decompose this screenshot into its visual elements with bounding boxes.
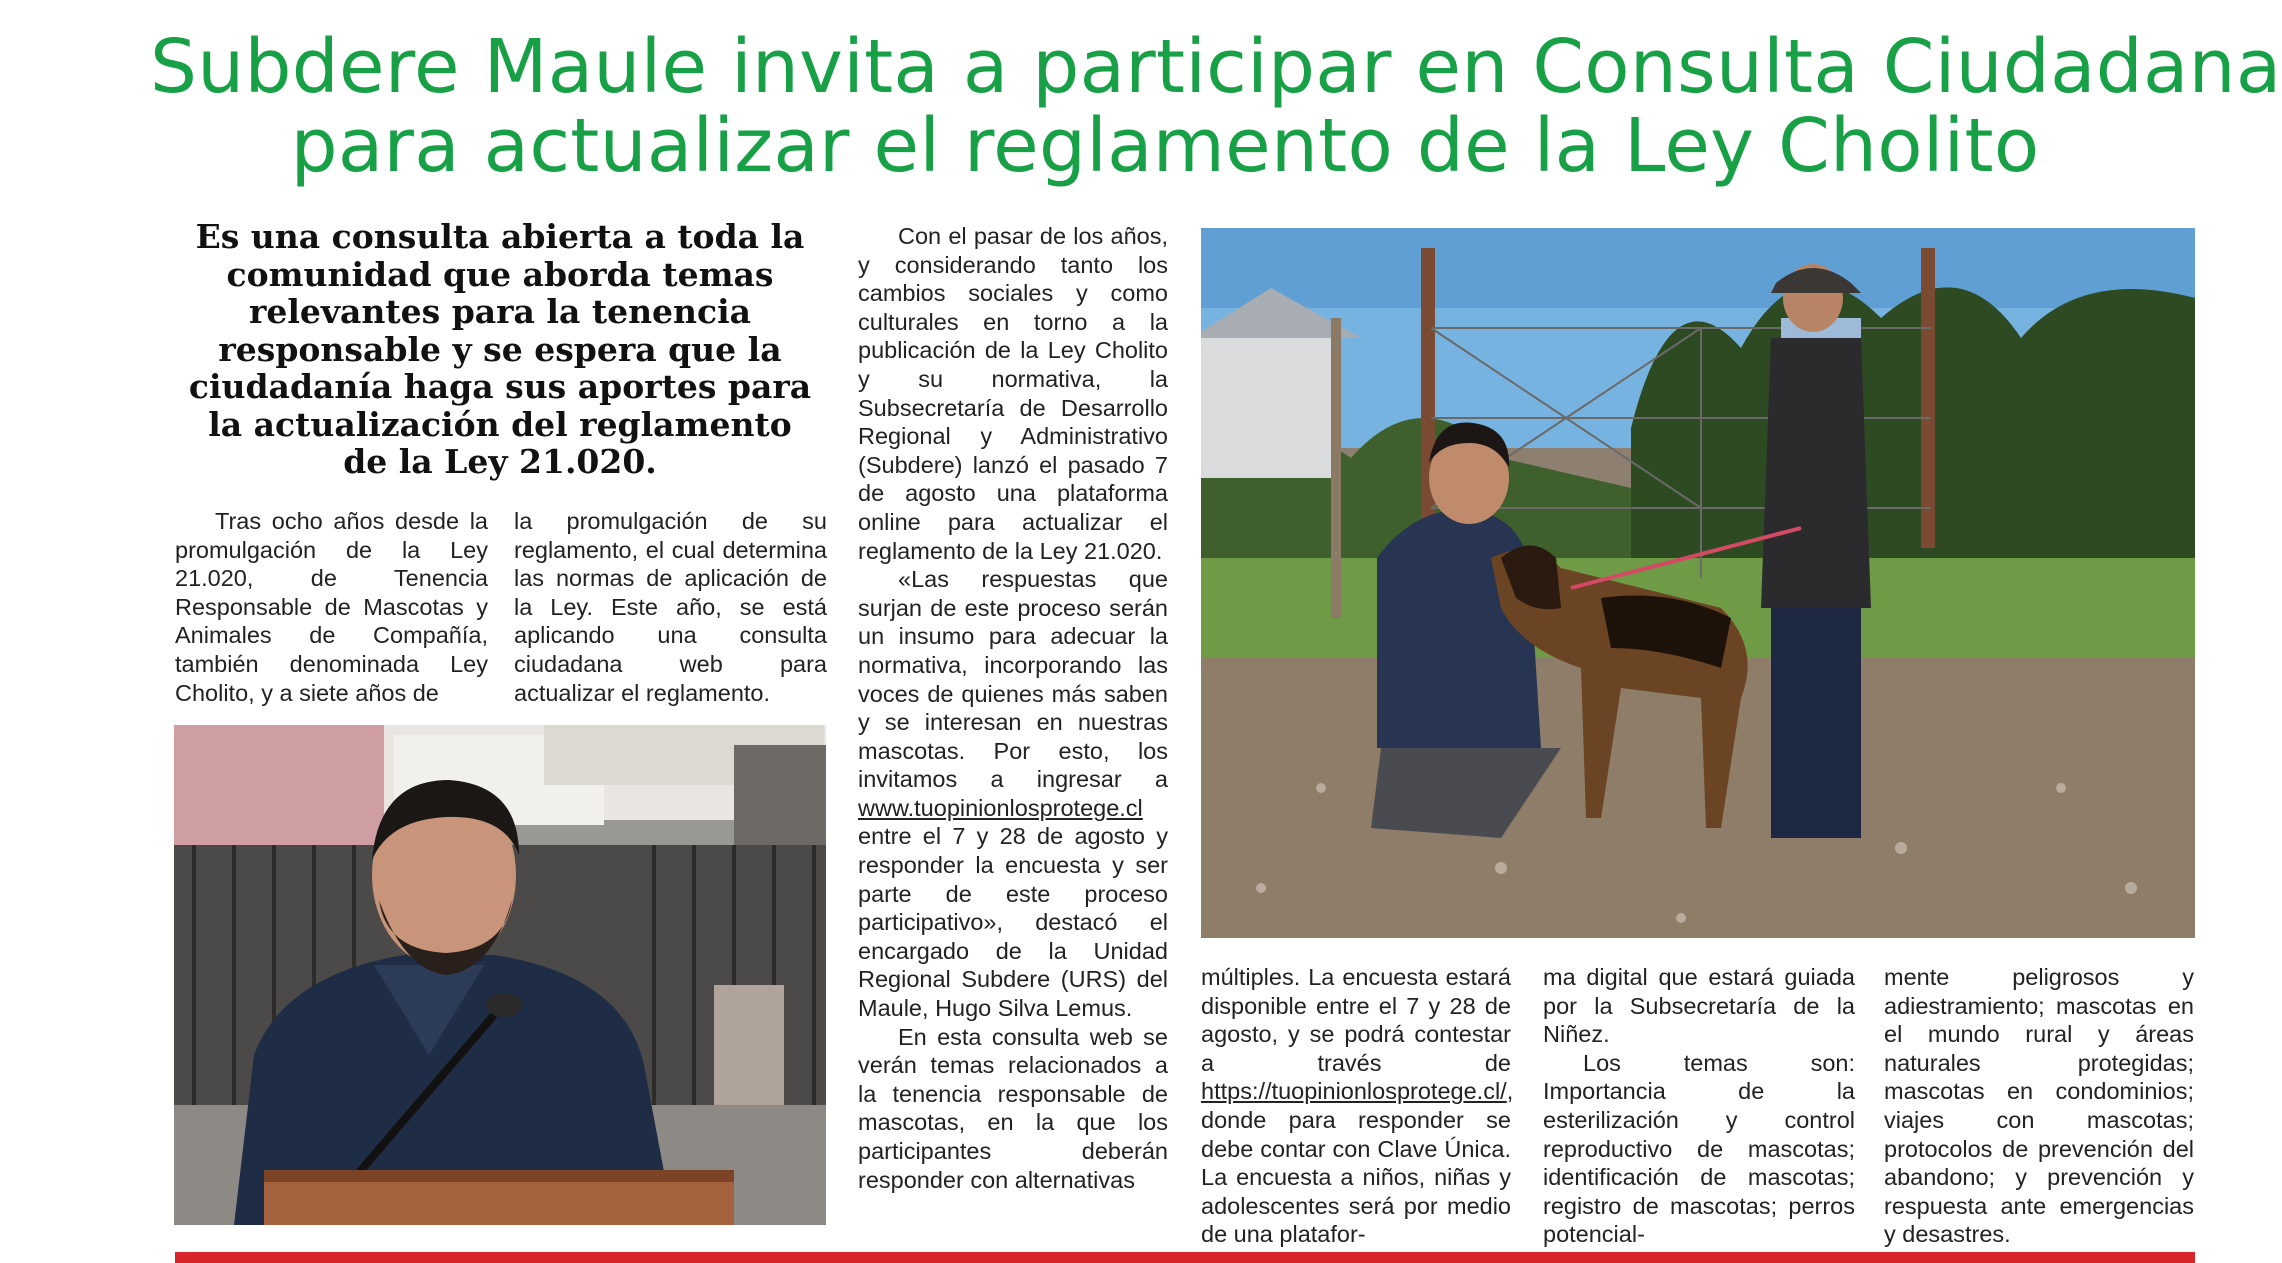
speaker-illustration: [174, 725, 826, 1225]
speaker-photo: [174, 725, 826, 1225]
deck-subheading: [170, 218, 830, 481]
body-paragraph: En esta consulta web se verán temas relacionados a la tenencia responsable de mascotas, en la que los participantes deberán responder con alternativas: [858, 1023, 1168, 1193]
body-paragraph: Con el pasar de los años, y considerando tanto los cambios sociales y como culturales en torno a la publicación de la Ley Cholito y su normativa, la Subsecretaría de Desarrollo Regional y Administrativo (Subdere) lanzó el pasado 7 de agosto una plataforma online para actualizar el reglamento de la Ley 21.020.: [858, 223, 1168, 564]
dog-photo: [1201, 228, 2195, 938]
quote-paragraph: [858, 565, 1168, 1023]
deck-line: ciudadanía haga sus aportes para: [188, 367, 812, 406]
deck-line: la actualización del reglamento: [208, 404, 792, 444]
body-paragraph: ma digital que estará guiada por la Subsecretaría de la Niñez.: [1543, 964, 1855, 1048]
bottom-red-rule: [175, 1252, 2195, 1263]
deck-line: Es una consulta abierta a toda la: [195, 217, 805, 256]
headline-line-1: Subdere Maule invita a participar en Consulta Ciudadana: [150, 24, 2282, 110]
body-column-6: [1884, 963, 2194, 1249]
body-text-continued: , donde para responder se debe contar con Clave Única. La encuesta a niños, niñas y adolescentes será por medio de una platafor-: [1201, 1078, 1514, 1248]
headline-line-2: para actualizar el reglamento de la Ley Cholito: [290, 103, 2040, 189]
deck-line: comunidad que aborda temas: [226, 254, 774, 294]
deck-line: de la Ley 21.020.: [343, 442, 657, 481]
body-column-5: [1543, 963, 1855, 1249]
body-column-3: [858, 222, 1168, 1194]
body-paragraph: [1201, 963, 1514, 1249]
body-paragraph: Tras ocho años desde la promulgación de la Ley 21.020, de Tenencia Responsable de Mascotas y Animales de Compañía, también denominada Ley Cholito, y a siete años de: [175, 508, 488, 706]
deck-line: responsable y se espera que la: [218, 329, 782, 369]
body-column-1: [175, 507, 488, 707]
survey-link[interactable]: https://tuopinionlosprotege.cl/: [1201, 1078, 1507, 1105]
dog-illustration: [1201, 228, 2195, 938]
body-text: múltiples. La encuesta estará disponible entre el 7 y 28 de agosto, y se podrá contestar a través de: [1201, 964, 1511, 1076]
body-column-2: [514, 507, 827, 707]
quote-text: «Las respuestas que surjan de este proceso serán un insumo para adecuar la normativa, incorporando las voces de quienes más saben y se interesan en nuestras mascotas. Por esto, los invitamos a ingresar a: [858, 566, 1168, 793]
body-paragraph: Los temas son: Importancia de la esterilización y control reproductivo de mascotas; identificación de mascotas; registro de mascotas; perros potencial-: [1543, 1049, 1855, 1248]
website-link[interactable]: www.tuopinionlosprotege.cl: [858, 794, 1143, 821]
body-column-4: [1201, 963, 1514, 1249]
body-paragraph: mente peligrosos y adiestramiento; mascotas en el mundo rural y áreas naturales protegidas; mascotas en condominios; viajes con mascotas; protocolos de prevención del abandono; y prevención y respuesta ante emergencias y desastres.: [1884, 964, 2194, 1248]
quote-text-continued: entre el 7 y 28 de agosto y responder la encuesta y ser parte de este proceso participativo», destacó el encargado de la Unidad Regional Subdere (URS) del Maule, Hugo Silva Lemus.: [858, 823, 1168, 1022]
headline: [150, 24, 2282, 189]
deck-line: relevantes para la tenencia: [248, 292, 752, 331]
body-paragraph: la promulgación de su reglamento, el cual determina las normas de aplicación de la Ley. Este año, se está aplicando una consulta ciudadana web para actualizar el reglamento.: [514, 508, 827, 706]
